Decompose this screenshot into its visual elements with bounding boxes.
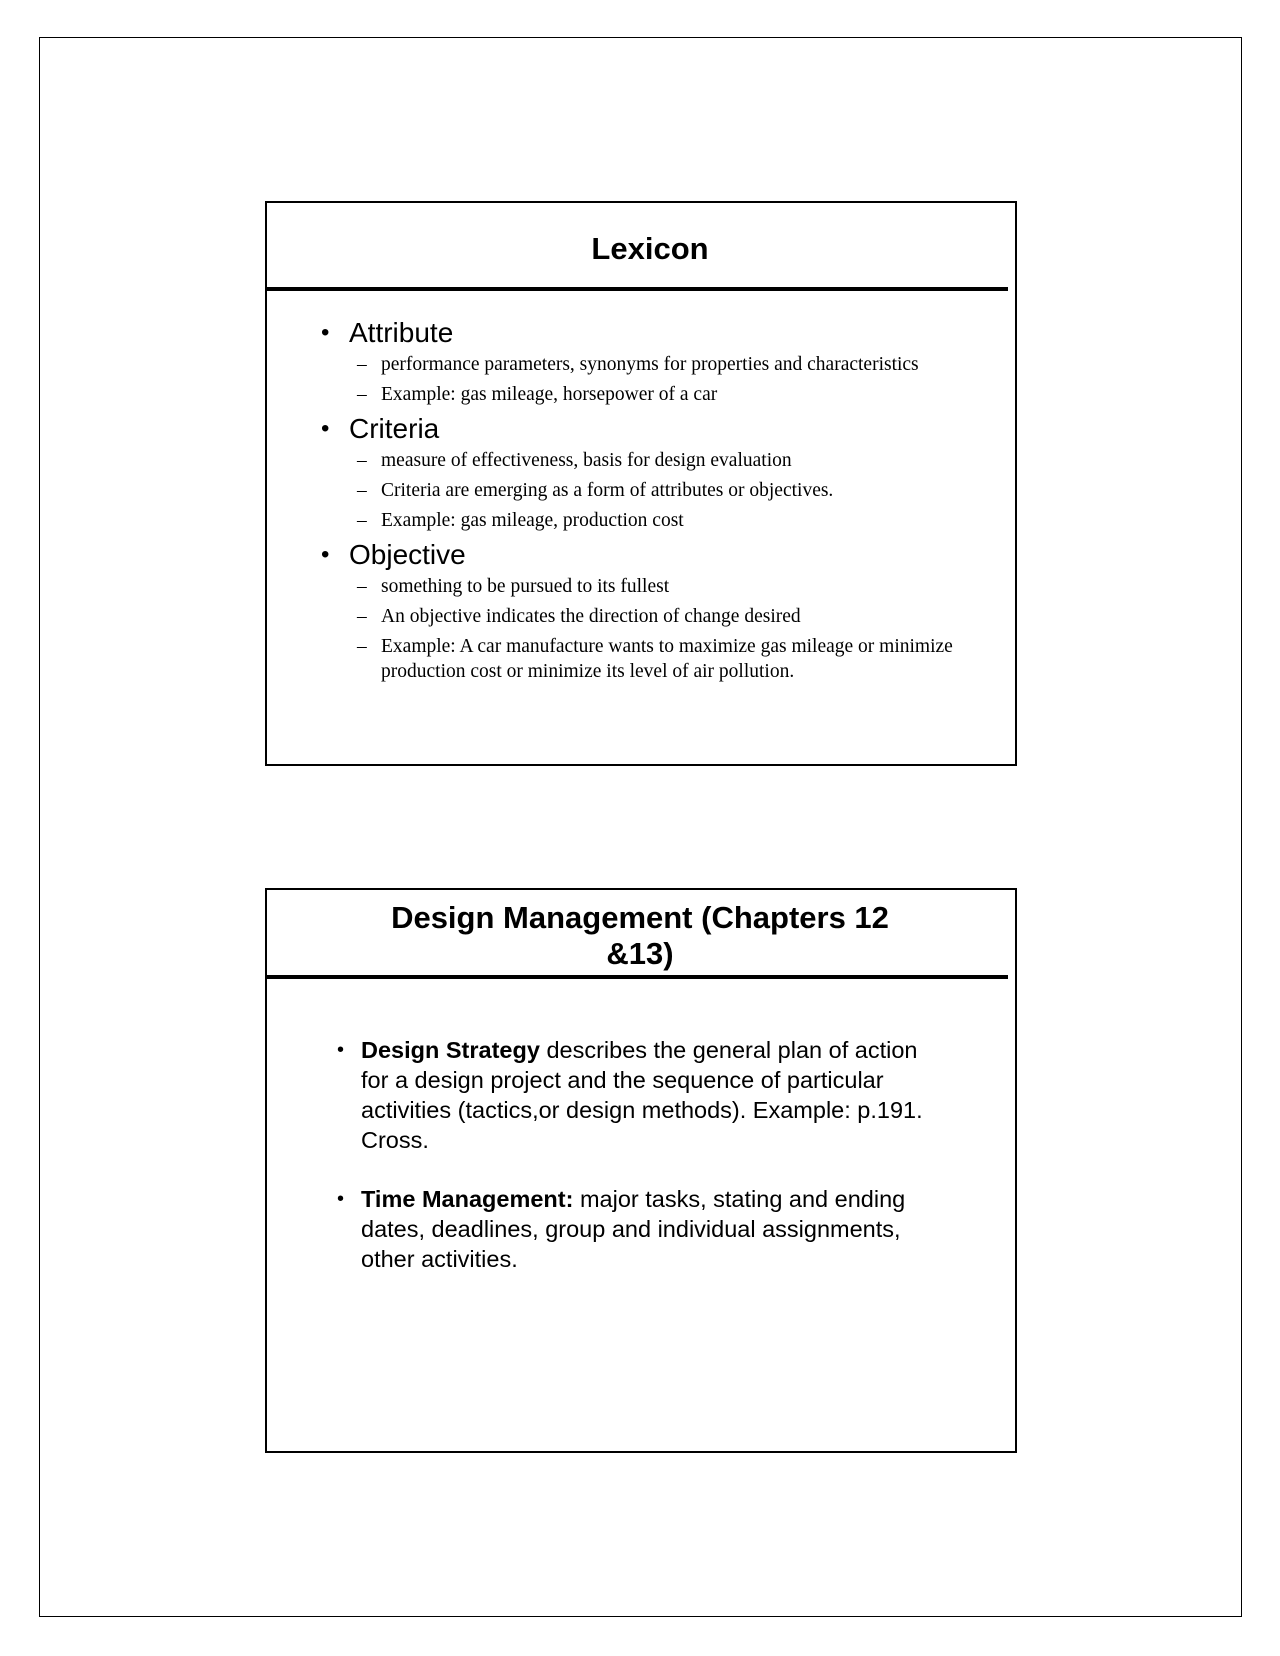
dash-icon: – (357, 606, 367, 627)
detail-list (321, 448, 981, 533)
term-description: major tasks, stating and ending dates, deadlines, group and individual assignments, other activities. (361, 1186, 906, 1272)
dash-icon: – (357, 480, 367, 501)
detail-item (321, 352, 981, 377)
title-divider (267, 975, 1008, 979)
slide-title: Lexicon (591, 231, 709, 266)
detail-item (321, 574, 981, 599)
slide-title (267, 900, 1008, 972)
detail-list (321, 574, 981, 684)
slide-title-line-1: Design Management (Chapters 12 (391, 900, 889, 935)
dash-icon: – (357, 354, 367, 375)
bullet-icon: • (321, 415, 330, 442)
slide-design-management (265, 888, 1017, 1453)
lexicon-item-criteria (321, 412, 981, 533)
design-management-list (337, 1035, 937, 1303)
list-item-time-management (337, 1184, 937, 1274)
detail-text: Example: gas mileage, production cost (381, 510, 684, 531)
lexicon-item-attribute (321, 316, 981, 407)
item-text (361, 1184, 937, 1274)
term-heading: Criteria (349, 413, 440, 444)
detail-text: something to be pursued to its fullest (381, 576, 670, 597)
term-description: describes the general plan of action for a design project and the sequence of particular activities (tactics,or design methods). Example: p.191. Cross. (361, 1037, 923, 1153)
term-label: Time Management: (361, 1186, 574, 1212)
detail-text: measure of effectiveness, basis for design evaluation (381, 450, 792, 471)
dash-icon: – (357, 450, 367, 471)
dash-icon: – (357, 636, 367, 657)
list-item-design-strategy (337, 1035, 937, 1155)
dash-icon: – (357, 576, 367, 597)
detail-list (321, 352, 981, 407)
slide-lexicon (265, 201, 1017, 766)
bullet-icon: • (337, 1188, 345, 1210)
detail-text: An objective indicates the direction of change desired (381, 606, 801, 627)
detail-item (321, 508, 981, 533)
bullet-icon: • (337, 1039, 345, 1061)
dash-icon: – (357, 384, 367, 405)
detail-text: Criteria are emerging as a form of attributes or objectives. (381, 480, 834, 501)
bullet-icon: • (321, 541, 330, 568)
detail-text: Example: A car manufacture wants to maximize gas mileage or minimize production cost or minimize its level of air pollution. (381, 636, 953, 682)
dash-icon: – (357, 510, 367, 531)
term-label: Design Strategy (361, 1037, 540, 1063)
item-text (361, 1035, 937, 1155)
detail-item (321, 634, 981, 684)
detail-item (321, 604, 981, 629)
term-heading: Objective (349, 539, 466, 570)
detail-text: performance parameters, synonyms for properties and characteristics (381, 354, 919, 375)
detail-item (321, 448, 981, 473)
lexicon-list (321, 316, 981, 689)
detail-text: Example: gas mileage, horsepower of a car (381, 384, 718, 405)
slide-title-line-2: &13) (606, 936, 674, 971)
title-divider (267, 287, 1008, 291)
detail-item (321, 478, 981, 503)
detail-item (321, 382, 981, 407)
lexicon-item-objective (321, 538, 981, 684)
bullet-icon: • (321, 319, 330, 346)
term-heading: Attribute (349, 317, 454, 348)
